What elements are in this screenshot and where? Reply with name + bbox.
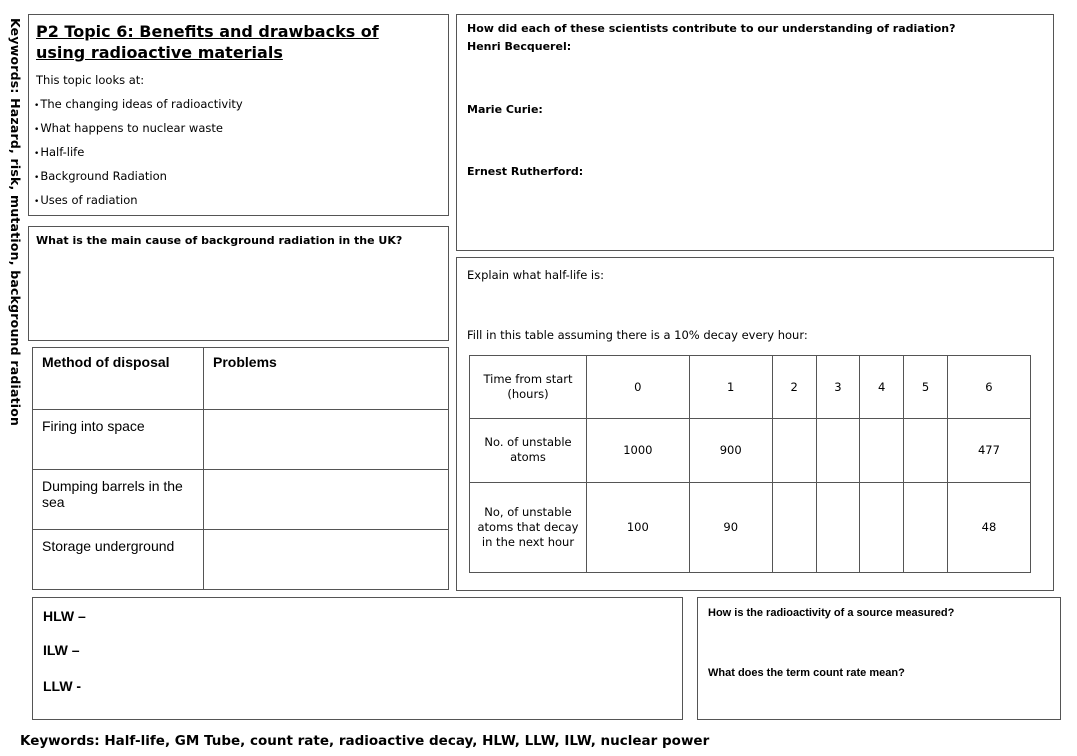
decay-cell: 6 (947, 356, 1030, 419)
topic-list-item: • The changing ideas of radioactivity (34, 97, 243, 121)
background-radiation-box[interactable] (28, 226, 449, 341)
table-row (33, 530, 449, 590)
scientist-curie: Marie Curie: (467, 103, 543, 116)
topic-intro: This topic looks at: (36, 73, 145, 87)
decay-cell[interactable] (816, 419, 860, 482)
measurement-box[interactable] (697, 597, 1061, 720)
topic-list-item: • What happens to nuclear waste (34, 121, 243, 145)
decay-cell: 1000 (587, 419, 690, 482)
count-rate-question: What does the term count rate mean? (708, 667, 905, 679)
disposal-problems-cell[interactable] (204, 410, 449, 470)
keywords-vertical (6, 18, 22, 468)
disposal-method-cell: Firing into space (33, 410, 204, 470)
waste-ilw: ILW – (43, 642, 80, 658)
keywords-bottom: Keywords: Half-life, GM Tube, count rate, radioactive decay, HLW, LLW, ILW, nuclear power (20, 733, 710, 749)
decay-cell[interactable] (772, 419, 816, 482)
decay-cell[interactable] (816, 482, 860, 572)
measure-question: How is the radioactivity of a source measured? (708, 607, 955, 619)
decay-cell: 5 (904, 356, 948, 419)
disposal-header-problems: Problems (204, 348, 449, 410)
decay-cell: 900 (689, 419, 772, 482)
decay-row-label: Time from start (hours) (470, 356, 587, 419)
waste-llw: LLW - (43, 678, 82, 694)
scientist-rutherford: Ernest Rutherford: (467, 165, 584, 178)
decay-cell[interactable] (904, 419, 948, 482)
decay-cell: 90 (689, 482, 772, 572)
scientists-box[interactable] (456, 14, 1054, 251)
background-radiation-question: What is the main cause of background radiation in the UK? (36, 234, 403, 247)
decay-table (469, 355, 1031, 573)
table-row (470, 419, 1031, 482)
table-row (33, 410, 449, 470)
waste-hlw: HLW – (43, 608, 86, 624)
decay-cell: 3 (816, 356, 860, 419)
decay-cell[interactable] (860, 482, 904, 572)
disposal-problems-cell[interactable] (204, 530, 449, 590)
topic-list (34, 97, 243, 217)
disposal-header-method: Method of disposal (33, 348, 204, 410)
topic-list-item: • Uses of radiation (34, 193, 243, 217)
decay-cell: 0 (587, 356, 690, 419)
topic-list-item: • Half-life (34, 145, 243, 169)
decay-cell: 48 (947, 482, 1030, 572)
table-row (470, 482, 1031, 572)
scientists-question: How did each of these scientists contribute to our understanding of radiation? (467, 22, 956, 35)
topic-list-item: • Background Radiation (34, 169, 243, 193)
decay-cell[interactable] (860, 419, 904, 482)
decay-cell[interactable] (772, 482, 816, 572)
disposal-method-cell: Dumping barrels in the sea (33, 470, 204, 530)
half-life-explain: Explain what half-life is: (467, 268, 604, 282)
scientist-becquerel: Henri Becquerel: (467, 40, 572, 53)
decay-cell: 477 (947, 419, 1030, 482)
disposal-method-cell: Storage underground (33, 530, 204, 590)
disposal-table (32, 347, 449, 590)
topic-box (28, 14, 449, 216)
decay-row-label: No. of unstable atoms (470, 419, 587, 482)
table-row (33, 470, 449, 530)
decay-cell: 2 (772, 356, 816, 419)
table-row (470, 356, 1031, 419)
table-row (33, 348, 449, 410)
waste-levels-box[interactable] (32, 597, 683, 720)
disposal-problems-cell[interactable] (204, 470, 449, 530)
decay-cell[interactable] (904, 482, 948, 572)
topic-title: P2 Topic 6: Benefits and drawbacks of using radioactive materials (36, 22, 379, 62)
decay-cell: 4 (860, 356, 904, 419)
decay-row-label: No, of unstable atoms that decay in the next hour (470, 482, 587, 572)
decay-cell: 100 (587, 482, 690, 572)
keywords-vertical-text: Keywords: Hazard, risk, mutation, background radiation (8, 18, 23, 427)
decay-cell: 1 (689, 356, 772, 419)
half-life-instruction: Fill in this table assuming there is a 10% decay every hour: (467, 328, 808, 342)
